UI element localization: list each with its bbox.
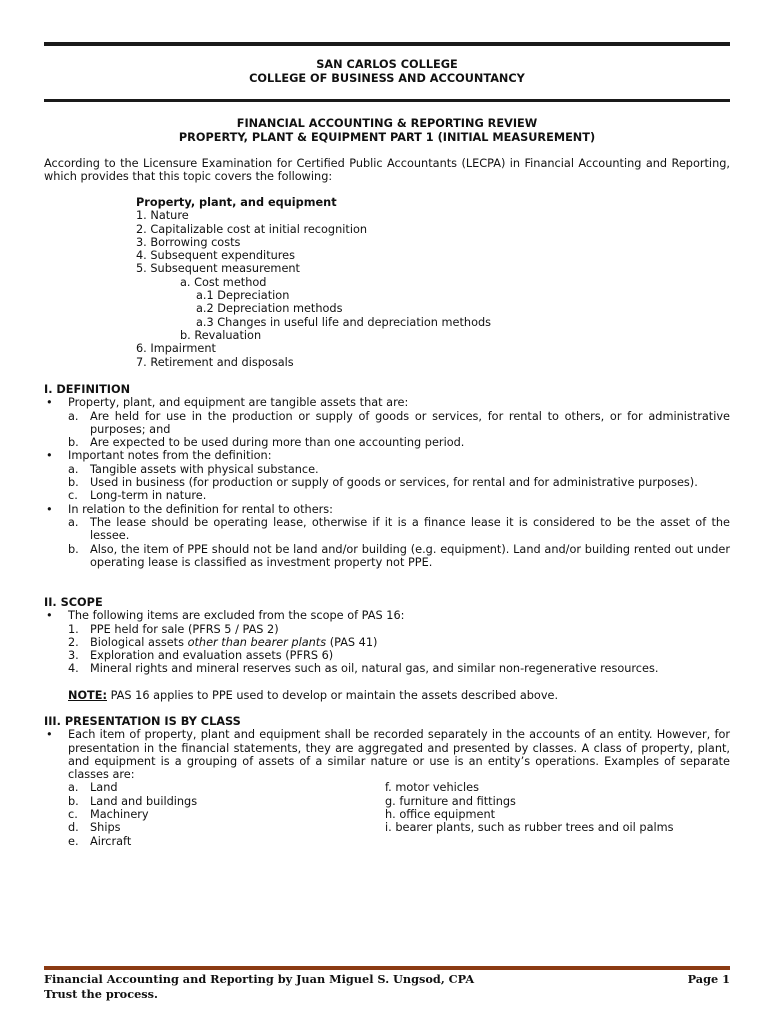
section-scope (44, 596, 730, 702)
list-item: a. Tangible assets with physical substance. (68, 462, 319, 476)
item-text-pre: Biological assets (90, 635, 188, 649)
list-item: c. Long-term in nature. (68, 489, 207, 503)
topic-item: 4. Subsequent expenditures (136, 249, 296, 263)
list-item: a. Are held for use in the production or supply of goods or services, for rental to others, or for administrative purposes; and (68, 409, 730, 436)
item-text: Aircraft (90, 834, 132, 848)
class-example: i. bearer plants, such as rubber trees and oil palms (385, 821, 674, 835)
topic-item: 6. Impairment (136, 342, 216, 356)
item-text: Also, the item of PPE should not be land and/or building (e.g. equipment). Land and/or building rented out under operating lease is classified as investment property not PPE. (90, 542, 730, 569)
note-label: NOTE: (68, 688, 107, 702)
class-example: h. office equipment (385, 808, 496, 822)
item-text: Are expected to be used during more than one accounting period. (90, 436, 465, 450)
class-example (44, 795, 385, 808)
bullet-text: In relation to the definition for rental to others: (68, 502, 333, 516)
item-text: Land and buildings (90, 794, 198, 808)
bullet-text: Property, plant, and equipment are tangible assets that are: (68, 396, 409, 410)
footer-rule (44, 966, 730, 970)
footer-author: Financial Accounting and Reporting by Juan Miguel S. Ungsod, CPA (44, 972, 475, 986)
item-marker: e. (68, 834, 79, 848)
footer-motto: Trust the process. (44, 987, 158, 1001)
list-item: a. The lease should be operating lease, otherwise if it is a finance lease it is considered to be the asset of the lessee. (68, 515, 730, 543)
list-item: 1. PPE held for sale (PFRS 5 / PAS 2) (68, 622, 279, 636)
item-text: Are held for use in the production or supply of goods or services, for rental to others, or for administrative purposes; and (90, 409, 730, 436)
list-item (44, 609, 730, 622)
list-item (44, 728, 730, 781)
item-text: Mineral rights and mineral reserves such as oil, natural gas, and similar non-regenerative resources. (90, 662, 659, 676)
section-title: II. SCOPE (44, 596, 103, 609)
scope-note (44, 689, 730, 702)
class-example (44, 835, 385, 848)
section-definition (44, 383, 730, 569)
list-item: b. Also, the item of PPE should not be land and/or building (e.g. equipment). Land and/or building rented out under operating lease is classified as investment property not PPE. (68, 542, 730, 569)
item-marker: a. (68, 781, 79, 795)
list-item (44, 503, 730, 516)
class-example (44, 781, 385, 794)
bullet-text: Important notes from the definition: (68, 449, 272, 463)
list-item: 3. Exploration and evaluation assets (PFRS 6) (68, 649, 334, 663)
class-examples-left (44, 781, 385, 847)
college-header (44, 58, 730, 86)
item-text: Used in business (for production or supply of goods or services, for rental and for administrative purposes). (90, 476, 698, 490)
topic-item: 2. Capitalizable cost at initial recognition (136, 222, 368, 236)
item-marker: b. (68, 794, 79, 808)
topic-item: a.2 Depreciation methods (196, 302, 343, 316)
class-example: g. furniture and fittings (385, 794, 516, 808)
section-presentation (44, 715, 730, 848)
class-examples (44, 781, 730, 847)
list-item: 2. Biological assets other than bearer plants (PAS 41) (68, 635, 378, 649)
document-page (44, 0, 730, 1024)
item-text: Tangible assets with physical substance. (90, 462, 319, 476)
topic-item: 5. Subsequent measurement (136, 262, 300, 276)
item-text: Long-term in nature. (90, 489, 207, 503)
topic-list (136, 196, 491, 369)
class-examples-right (385, 781, 730, 847)
class-example: f. motor vehicles (385, 781, 479, 795)
topic-item: 7. Retirement and disposals (136, 355, 294, 369)
college-name: SAN CARLOS COLLEGE (316, 58, 458, 71)
section-title: I. DEFINITION (44, 383, 131, 396)
topic-item: a.1 Depreciation (196, 289, 290, 303)
list-item (44, 449, 730, 462)
page-footer (44, 972, 730, 1002)
class-example (44, 808, 385, 821)
review-header (44, 117, 730, 145)
note-text: PAS 16 applies to PPE used to develop or maintain the assets described above. (107, 688, 559, 702)
item-marker: c. (68, 808, 78, 822)
topic-item: 3. Borrowing costs (136, 235, 241, 249)
department-name: COLLEGE OF BUSINESS AND ACCOUNTANCY (249, 72, 525, 85)
item-text: Machinery (90, 808, 149, 822)
topic-item: a.3 Changes in useful life and depreciation methods (196, 315, 492, 329)
topic-list-heading: Property, plant, and equipment (136, 196, 337, 209)
topic-item: b. Revaluation (180, 328, 262, 342)
item-text-post: (PAS 41) (326, 635, 378, 649)
list-item: b. Used in business (for production or supply of goods or services, for rental and for administrative purposes). (68, 476, 698, 490)
topic-item: 1. Nature (136, 209, 189, 223)
item-text: PPE held for sale (PFRS 5 / PAS 2) (90, 622, 279, 636)
item-text: The lease should be operating lease, otherwise if it is a finance lease it is considered to be the asset of the lessee. (90, 515, 730, 543)
class-example (44, 821, 385, 834)
section-title: III. PRESENTATION IS BY CLASS (44, 715, 241, 728)
intro-paragraph: According to the Licensure Examination for Certified Public Accountants (LECPA) in Financial Accounting and Reporting, which provides that this topic covers the following: (44, 157, 730, 184)
item-marker: d. (68, 821, 79, 835)
topic-item: a. Cost method (180, 275, 267, 289)
list-item: 4. Mineral rights and mineral reserves such as oil, natural gas, and similar non-regenerative resources. (68, 662, 659, 676)
list-item (44, 396, 730, 409)
item-text: Ships (90, 821, 121, 835)
item-text-emphasis: other than bearer plants (187, 635, 327, 649)
page-number: Page 1 (687, 972, 730, 986)
bullet-text: Each item of property, plant and equipment shall be recorded separately in the accounts of an entity. However, for presentation in the financial statements, they are aggregated and presented by classes. A class of property, plant, and equipment is a grouping of assets of a similar nature or use is an entity’s operations. Examples of separate classes are: (68, 728, 730, 782)
list-item: b. Are expected to be used during more than one accounting period. (68, 436, 465, 450)
topic-title: PROPERTY, PLANT & EQUIPMENT PART 1 (INITIAL MEASUREMENT) (178, 131, 596, 144)
review-title: FINANCIAL ACCOUNTING & REPORTING REVIEW (236, 117, 538, 130)
item-text: Land (90, 781, 118, 795)
header-mid-rule (44, 99, 730, 102)
topic-items (136, 209, 491, 369)
header-top-rule (44, 42, 730, 46)
bullet-text: The following items are excluded from the scope of PAS 16: (68, 609, 405, 623)
item-text: Exploration and evaluation assets (PFRS 6) (90, 649, 334, 663)
